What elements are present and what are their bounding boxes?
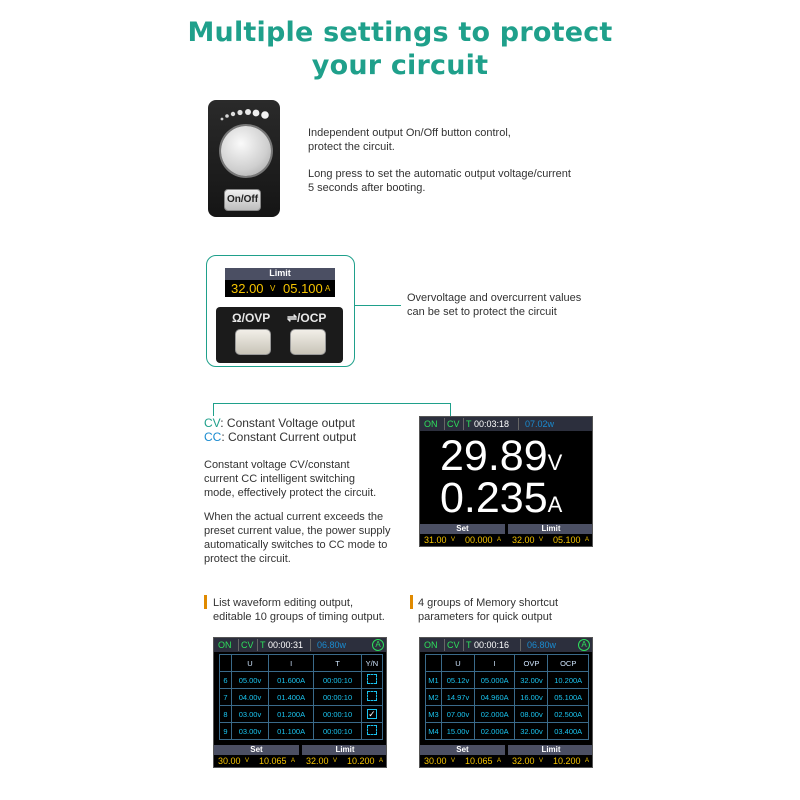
- cv-paragraph-1: [204, 458, 404, 500]
- set-a-unit: A: [497, 537, 502, 543]
- cv-para2-line: When the actual current exceeds the: [204, 511, 384, 523]
- table-header: OVP: [515, 655, 548, 672]
- table-cell[interactable]: 04.00v: [232, 689, 269, 706]
- cc-text: : Constant Current output: [221, 430, 357, 444]
- limit-a-unit: A: [585, 537, 590, 543]
- cv-connector-right: [450, 403, 451, 417]
- table-cell[interactable]: 32.00v: [515, 723, 548, 740]
- table-cell[interactable]: 00:00:10: [314, 706, 361, 723]
- limit-voltage: 32.00: [512, 535, 535, 545]
- table-row[interactable]: [220, 723, 383, 740]
- table-cell[interactable]: 00:00:10: [314, 723, 361, 740]
- table-cell[interactable]: 15.00v: [442, 723, 475, 740]
- table-cell[interactable]: 02.000A: [474, 723, 515, 740]
- memory-caption-1: 4 groups of Memory shortcut: [418, 597, 559, 609]
- status-bar: [420, 638, 592, 652]
- limit-current-unit: A: [325, 284, 331, 293]
- table-row[interactable]: [426, 723, 589, 740]
- table-cell[interactable]: 08.00v: [515, 706, 548, 723]
- status-bar: [214, 638, 386, 652]
- limit-voltage: 32.00: [231, 281, 264, 296]
- title-line-1: Multiple settings to protect: [187, 17, 613, 48]
- timer-indicator: T: [257, 639, 266, 651]
- cc-abbr: CC: [204, 430, 222, 444]
- limit-voltage: 32.00: [306, 756, 329, 766]
- table-cell[interactable]: 02.000A: [474, 706, 515, 723]
- table-cell[interactable]: 01.400A: [268, 689, 313, 706]
- cv-para2-line: protect the circuit.: [204, 553, 291, 565]
- table-row[interactable]: [426, 672, 589, 689]
- auto-badge-icon: A: [578, 639, 590, 651]
- set-current: 10.065: [465, 756, 493, 766]
- table-cell[interactable]: M2: [426, 689, 442, 706]
- table-cell[interactable]: M1: [426, 672, 442, 689]
- table-cell[interactable]: 07.00v: [442, 706, 475, 723]
- limit-values: [508, 534, 593, 547]
- mode-indicator: CV: [238, 639, 254, 651]
- on-off-button[interactable]: On/Off: [224, 189, 261, 211]
- knob-text-2b: 5 seconds after booting.: [308, 182, 426, 194]
- limit-values: [302, 755, 387, 768]
- table-row[interactable]: [426, 689, 589, 706]
- table-cell[interactable]: 32.00v: [515, 672, 548, 689]
- list-table: [219, 654, 383, 740]
- table-cell[interactable]: [361, 723, 382, 740]
- table-header: U: [442, 655, 475, 672]
- limit-voltage-unit: V: [270, 284, 276, 293]
- cv-line: [204, 416, 355, 431]
- protection-text-2: can be set to protect the circuit: [407, 306, 557, 318]
- set-a-unit: A: [497, 758, 502, 764]
- status-bar: [420, 417, 592, 431]
- table-cell: 8: [220, 706, 232, 723]
- main-display: [419, 416, 593, 547]
- knob-description: [308, 126, 608, 195]
- timer-indicator: T: [463, 639, 472, 651]
- checkbox-checked[interactable]: ✓: [368, 709, 376, 719]
- cv-para1-line: current CC intelligent switching: [204, 473, 356, 485]
- cv-connector-h: [213, 403, 451, 404]
- timer-value: 00:03:18: [474, 419, 510, 429]
- limit-current: 10.200: [553, 756, 581, 766]
- table-header: U: [232, 655, 269, 672]
- table-row[interactable]: [220, 689, 383, 706]
- table-header: I: [268, 655, 313, 672]
- table-cell[interactable]: [361, 706, 382, 723]
- protection-text-1: Overvoltage and overcurrent values: [407, 292, 582, 304]
- limit-header: Limit: [508, 745, 593, 755]
- list-display: [213, 637, 387, 768]
- table-header: Y/N: [361, 655, 382, 672]
- knob-text-1a: Independent output On/Off button control,: [308, 127, 511, 139]
- on-indicator: ON: [424, 419, 438, 429]
- table-cell[interactable]: 14.97v: [442, 689, 475, 706]
- set-current: 10.065: [259, 756, 287, 766]
- table-cell[interactable]: 02.500A: [548, 706, 589, 723]
- table-cell[interactable]: 01.200A: [268, 706, 313, 723]
- table-cell: 7: [220, 689, 232, 706]
- limit-current: 10.200: [347, 756, 375, 766]
- ocp-button[interactable]: [290, 329, 326, 355]
- table-header-row: [220, 655, 383, 672]
- ocp-label: ⇌/OCP: [287, 311, 327, 325]
- cv-para2-line: automatically switches to CC mode to: [204, 539, 388, 551]
- timer-indicator: T: [463, 418, 472, 430]
- memory-caption: [418, 596, 618, 624]
- table-cell[interactable]: 05.100A: [548, 689, 589, 706]
- mode-indicator: CV: [444, 639, 460, 651]
- set-current: 00.000: [465, 535, 493, 545]
- current-reading: 0.235: [440, 474, 548, 522]
- set-voltage: 30.00: [218, 756, 241, 766]
- table-cell[interactable]: 03.00v: [232, 723, 269, 740]
- table-cell[interactable]: [361, 689, 382, 706]
- table-cell[interactable]: 03.00v: [232, 706, 269, 723]
- limit-a-unit: A: [585, 758, 590, 764]
- limit-current: 05.100: [553, 535, 581, 545]
- limit-values: [508, 755, 593, 768]
- limit-voltage: 32.00: [512, 756, 535, 766]
- page-title: [0, 16, 800, 82]
- memory-bullet: [410, 595, 413, 609]
- cv-paragraph-2: [204, 510, 414, 566]
- table-cell[interactable]: 01.600A: [268, 672, 313, 689]
- mode-indicator: CV: [444, 418, 460, 430]
- list-caption: [213, 596, 413, 624]
- list-caption-2: editable 10 groups of timing output.: [213, 611, 385, 623]
- cc-line: [204, 430, 356, 445]
- rotary-knob[interactable]: [221, 126, 271, 176]
- set-v-unit: V: [245, 758, 250, 764]
- limit-header: Limit: [225, 268, 335, 280]
- voltage-reading: 29.89: [440, 432, 548, 480]
- list-bullet: [204, 595, 207, 609]
- ovp-ocp-panel: [216, 307, 343, 363]
- cv-para2-line: preset current value, the power supply: [204, 525, 391, 537]
- voltage-unit: V: [547, 450, 563, 475]
- limit-v-unit: V: [539, 537, 544, 543]
- memory-display: [419, 637, 593, 768]
- table-cell[interactable]: 00:00:10: [314, 672, 361, 689]
- table-header: T: [314, 655, 361, 672]
- power-value: 06.80w: [310, 639, 346, 651]
- cv-abbr: CV: [204, 416, 221, 430]
- cv-para1-line: Constant voltage CV/constant: [204, 459, 350, 471]
- table-cell: 9: [220, 723, 232, 740]
- table-cell: 6: [220, 672, 232, 689]
- auto-badge-icon: A: [372, 639, 384, 651]
- set-v-unit: V: [451, 537, 456, 543]
- memory-table: [425, 654, 589, 740]
- table-cell[interactable]: 16.00v: [515, 689, 548, 706]
- limit-current: 05.100: [283, 281, 323, 296]
- cv-text: : Constant Voltage output: [220, 416, 355, 430]
- table-cell[interactable]: 05.000A: [474, 672, 515, 689]
- table-cell[interactable]: M4: [426, 723, 442, 740]
- table-cell[interactable]: 05.12v: [442, 672, 475, 689]
- table-cell[interactable]: 10.200A: [548, 672, 589, 689]
- limit-v-unit: V: [333, 758, 338, 764]
- checkbox[interactable]: [367, 691, 377, 701]
- checkbox[interactable]: [367, 725, 377, 735]
- table-row[interactable]: [220, 706, 383, 723]
- table-cell[interactable]: [361, 672, 382, 689]
- set-v-unit: V: [451, 758, 456, 764]
- memory-caption-2: parameters for quick output: [418, 611, 552, 623]
- timer-value: 00:00:31: [268, 640, 304, 650]
- limit-v-unit: V: [539, 758, 544, 764]
- protection-description: [407, 291, 647, 319]
- power-value: 06.80w: [520, 639, 556, 651]
- connector-line: [355, 305, 401, 306]
- set-header: Set: [420, 524, 505, 534]
- table-cell[interactable]: M3: [426, 706, 442, 723]
- set-a-unit: A: [291, 758, 296, 764]
- on-indicator: ON: [424, 640, 438, 650]
- cv-para1-line: mode, effectively protect the circuit.: [204, 487, 377, 499]
- ovp-label: Ω/OVP: [232, 311, 271, 325]
- table-cell[interactable]: 05.00v: [232, 672, 269, 689]
- set-values: [420, 534, 505, 547]
- set-values: [420, 755, 505, 768]
- limit-a-unit: A: [379, 758, 384, 764]
- knob-panel: [208, 100, 280, 217]
- checkbox[interactable]: [367, 674, 377, 684]
- set-values: [214, 755, 299, 768]
- table-cell[interactable]: 03.400A: [548, 723, 589, 740]
- table-cell[interactable]: 01.100A: [268, 723, 313, 740]
- table-header: [220, 655, 232, 672]
- knob-text-1b: protect the circuit.: [308, 141, 395, 153]
- set-header: Set: [214, 745, 299, 755]
- current-unit: A: [547, 492, 563, 517]
- set-voltage: 30.00: [424, 756, 447, 766]
- set-voltage: 31.00: [424, 535, 447, 545]
- ovp-button[interactable]: [235, 329, 271, 355]
- table-row[interactable]: [220, 672, 383, 689]
- table-header: I: [474, 655, 515, 672]
- table-cell[interactable]: 00:00:10: [314, 689, 361, 706]
- title-line-2: your circuit: [311, 50, 489, 81]
- table-row[interactable]: [426, 706, 589, 723]
- list-caption-1: List waveform editing output,: [213, 597, 354, 609]
- cv-connector-left: [213, 403, 214, 416]
- power-value: 07.02w: [518, 418, 554, 430]
- knob-text-2a: Long press to set the automatic output voltage/current: [308, 168, 571, 180]
- table-header-row: [426, 655, 589, 672]
- table-header: [426, 655, 442, 672]
- table-cell[interactable]: 04.960A: [474, 689, 515, 706]
- limit-values: [225, 280, 335, 297]
- table-header: OCP: [548, 655, 589, 672]
- limit-header: Limit: [302, 745, 387, 755]
- set-header: Set: [420, 745, 505, 755]
- on-indicator: ON: [218, 640, 232, 650]
- limit-header: Limit: [508, 524, 593, 534]
- timer-value: 00:00:16: [474, 640, 510, 650]
- output-current: [440, 475, 562, 528]
